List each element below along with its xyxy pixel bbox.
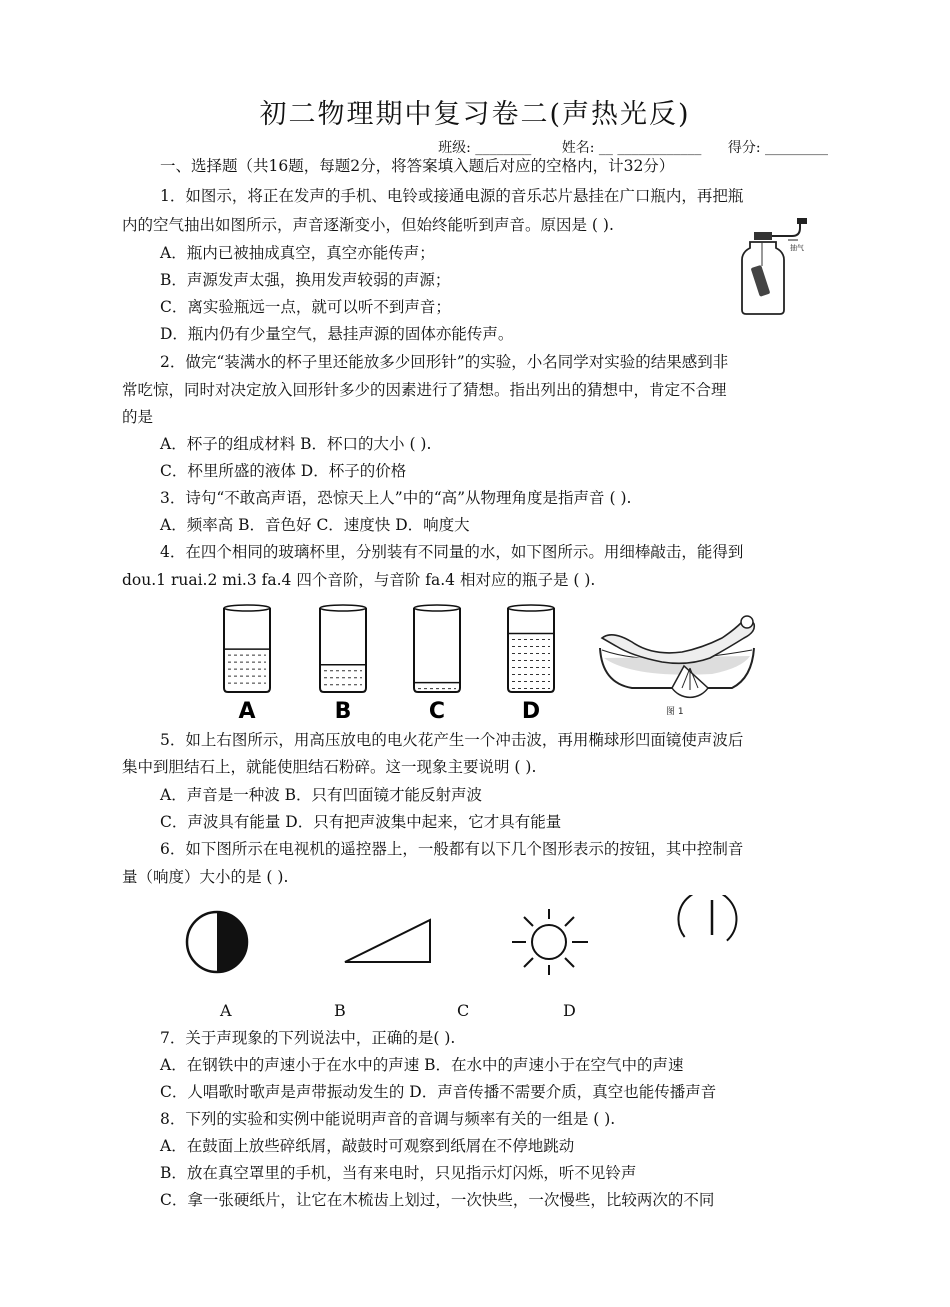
q6-label-b: B bbox=[334, 1001, 346, 1020]
glass-label-a: A bbox=[238, 699, 256, 724]
q6-label-d: D bbox=[563, 1001, 576, 1020]
half-circle-icon bbox=[187, 912, 247, 972]
q2-stem-line3: 的是 bbox=[122, 408, 154, 426]
remote-buttons-figure bbox=[180, 895, 740, 995]
score-field[interactable]: 得分: _________ bbox=[727, 140, 828, 156]
glass-b bbox=[320, 605, 366, 724]
q1-stem-line1: 1．如图示，将正在发声的手机、电铃或接通电源的音乐芯片悬挂在广口瓶内，再把瓶 bbox=[160, 187, 744, 205]
q6-label-c: C bbox=[457, 1001, 470, 1020]
q7-stem: 7．关于声现象的下列说法中，正确的是( ). bbox=[160, 1029, 456, 1047]
glass-label-b: B bbox=[334, 699, 352, 724]
bell-jar-figure bbox=[740, 218, 820, 318]
q3-options: A．频率高 B．音色好 C．速度快 D．响度大 bbox=[160, 516, 470, 534]
brightness-sun-icon bbox=[512, 909, 588, 975]
glass-label-d: D bbox=[521, 699, 541, 724]
page-title: 初二物理期中复习卷二(声热光反) bbox=[259, 99, 691, 130]
q7-options-ab: A．在钢铁中的声速小于在水中的声速 B．在水中的声速小于在空气中的声速 bbox=[160, 1056, 684, 1074]
q1-option-c: C．离实验瓶远一点，就可以听不到声音； bbox=[160, 298, 451, 316]
fig1-caption: 图 1 bbox=[666, 707, 684, 717]
q5-options-cd: C．声波具有能量 D．只有把声波集中起来，它才具有能量 bbox=[160, 813, 562, 831]
q6-stem-line1: 6．如下图所示在电视机的遥控器上，一般都有以下几个图形表示的按钮，其中控制音 bbox=[160, 840, 744, 858]
q7-options-cd: C．人唱歌时歌声是声带振动发生的 D．声音传播不需要介质，真空也能传播声音 bbox=[160, 1083, 717, 1101]
q1-stem-line2: 内的空气抽出如图所示，声音逐渐变小，但始终能听到声音。原因是 ( ). bbox=[122, 216, 614, 234]
q1-option-d: D．瓶内仍有少量空气，悬挂声源的固体亦能传声。 bbox=[160, 325, 514, 343]
volume-triangle-icon bbox=[345, 920, 430, 962]
q4-stem-line1: 4．在四个相同的玻璃杯里，分别装有不同量的水，如下图所示。用细棒敲击，能得到 bbox=[160, 543, 744, 561]
glass-c bbox=[414, 605, 460, 724]
q6-stem-line2: 量（响度）大小的是 ( ). bbox=[122, 868, 289, 886]
lithotripsy-figure bbox=[592, 608, 762, 720]
q4-stem-line2: dou.1 ruai.2 mi.3 fa.4 四个音阶，与音阶 fa.4 相对应的瓶子是 ( ). bbox=[122, 571, 596, 589]
glass-a bbox=[224, 605, 270, 724]
q1-option-a: A．瓶内已被抽成真空，真空亦能传声； bbox=[160, 244, 435, 262]
q3-stem: 3．诗句“不敢高声语，恐惊天上人”中的“高”从物理角度是指声音 ( ). bbox=[160, 489, 632, 507]
q5-stem-line2: 集中到胆结石上，就能使胆结石粉碎。这一现象主要说明 ( ). bbox=[122, 758, 537, 776]
q2-stem-line2: 常吃惊，同时对决定放入回形针多少的因素进行了猜想。指出列出的猜想中，肯定不合理 bbox=[122, 381, 727, 399]
q8-option-b: B．放在真空罩里的手机，当有来电时，只见指示灯闪烁，听不见铃声 bbox=[160, 1164, 637, 1182]
q2-options-cd: C．杯里所盛的液体 D．杯子的价格 bbox=[160, 462, 407, 480]
q8-option-a: A．在鼓面上放些碎纸屑，敲鼓时可观察到纸屑在不停地跳动 bbox=[160, 1137, 575, 1155]
glass-d bbox=[508, 605, 554, 724]
q8-stem: 8．下列的实验和实例中能说明声音的音调与频率有关的一组是 ( ). bbox=[160, 1110, 616, 1128]
q2-stem-line1: 2．做完“装满水的杯子里还能放多少回形针”的实验，小名同学对实验的结果感到非 bbox=[160, 353, 729, 371]
q6-label-a: A bbox=[220, 1001, 232, 1020]
q1-option-b: B．声源发声太强，换用发声较弱的声源； bbox=[160, 271, 451, 289]
pump-label: 抽气 bbox=[790, 244, 804, 252]
section-heading: 一、选择题（共16题，每题2分，将答案填入题后对应的空格内，计32分） bbox=[160, 157, 675, 175]
q5-stem-line1: 5．如上右图所示，用高压放电的电火花产生一个冲击波，再用椭球形凹面镜使声波后 bbox=[160, 731, 744, 749]
q8-option-c: C．拿一张硬纸片，让它在木梳齿上划过，一次快些，一次慢些，比较两次的不同 bbox=[160, 1191, 715, 1209]
glass-label-c: C bbox=[428, 699, 446, 724]
name-field[interactable]: 姓名: __ ____________ bbox=[561, 140, 702, 156]
q2-options-ab: A．杯子的组成材料 B．杯口的大小 ( ). bbox=[160, 435, 432, 453]
student-info bbox=[432, 137, 828, 157]
glasses-figure bbox=[210, 600, 570, 725]
q5-options-ab: A．声音是一种波 B．只有凹面镜才能反射声波 bbox=[160, 786, 483, 804]
class-field[interactable]: 班级: ________ bbox=[438, 140, 532, 156]
power-icon bbox=[667, 895, 740, 960]
